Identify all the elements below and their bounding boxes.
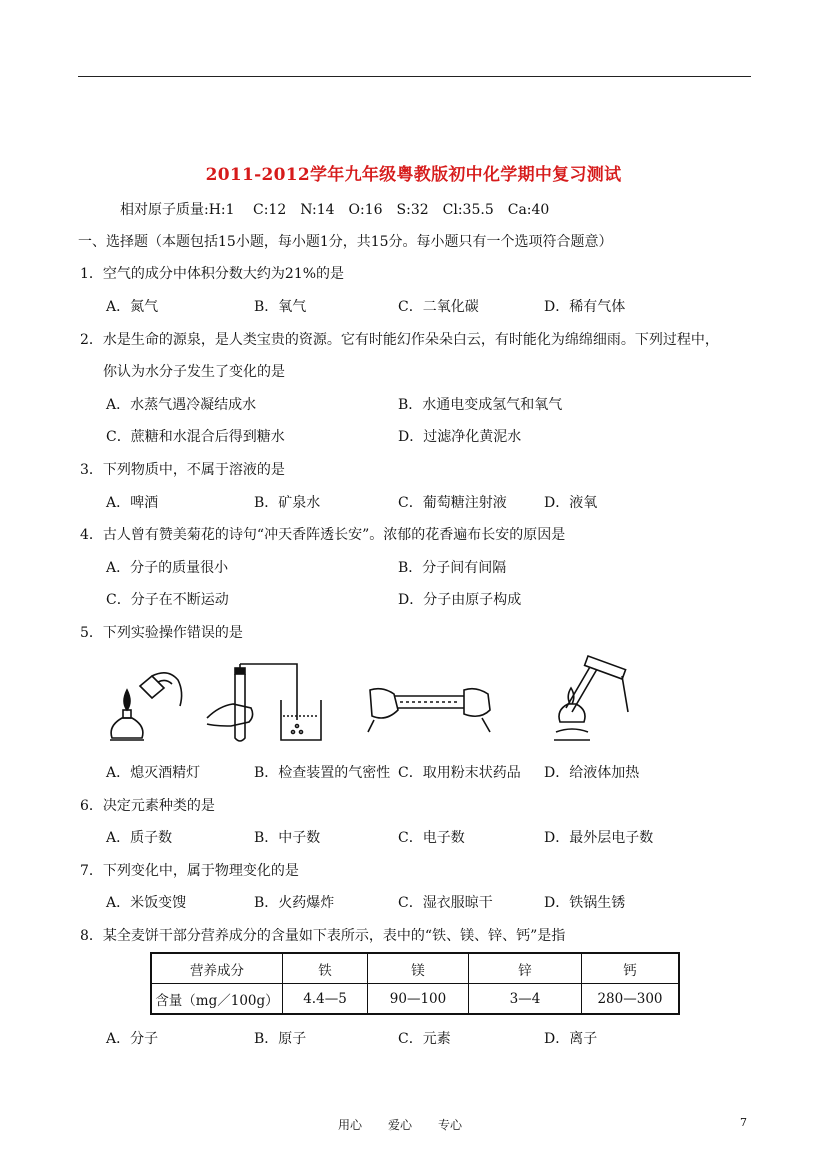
footer-text-1: 用心 xyxy=(338,1118,363,1132)
table-header-row xyxy=(151,953,679,984)
q8-option-b: B．原子 xyxy=(254,1031,307,1047)
q8-option-d: D．离子 xyxy=(544,1031,598,1047)
q4-option-a: A．分子的质量很小 xyxy=(106,560,229,576)
q4-option-b: B．分子间有间隔 xyxy=(398,560,507,576)
q2-option-a: A．水蒸气遇冷凝结成水 xyxy=(106,397,257,413)
figure-d-heating-liquid xyxy=(540,652,640,752)
question-7-stem: 7．下列变化中，属于物理变化的是 xyxy=(80,863,299,879)
question-6-stem: 6．决定元素种类的是 xyxy=(80,798,215,814)
q8-option-a: A．分子 xyxy=(106,1031,159,1047)
page-title: 2011-2012学年九年级粤教版初中化学期中复习测试 xyxy=(205,165,622,185)
question-5-stem: 5．下列实验操作错误的是 xyxy=(80,625,243,641)
table-cell: 280—300 xyxy=(582,984,680,1015)
table-row xyxy=(151,984,679,1015)
figure-c-powder-reagent xyxy=(360,680,500,740)
question-8-stem: 8．某全麦饼干部分营养成分的含量如下表所示，表中的“铁、镁、锌、钙”是指 xyxy=(80,928,566,944)
q6-option-a: A．质子数 xyxy=(106,830,173,846)
q7-option-b: B．火药爆炸 xyxy=(254,895,335,911)
header-rule xyxy=(78,76,751,77)
q3-option-b: B．矿泉水 xyxy=(254,495,321,511)
table-header-cell: 锌 xyxy=(469,953,582,984)
table-cell: 4.4—5 xyxy=(283,984,368,1015)
figure-b-airtightness xyxy=(205,660,335,750)
q5-option-a: A．熄灭酒精灯 xyxy=(106,765,201,781)
question-2-stem: 2．水是生命的源泉，是人类宝贵的资源。它有时能幻作朵朵白云，有时能化为绵绵细雨。下列过程中， xyxy=(80,332,719,348)
q2-option-c: C．蔗糖和水混合后得到糖水 xyxy=(106,429,285,445)
table-header-cell: 钙 xyxy=(582,953,680,984)
q4-option-d: D．分子由原子构成 xyxy=(398,592,522,608)
question-1-stem: 1．空气的成分中体积分数大约为21%的是 xyxy=(80,266,345,282)
q3-option-c: C．葡萄糖注射液 xyxy=(398,495,507,511)
footer-text-3: 专心 xyxy=(438,1118,463,1132)
table-header-cell: 铁 xyxy=(283,953,368,984)
nutrition-table xyxy=(150,952,680,1015)
footer-text-2: 爱心 xyxy=(388,1118,413,1132)
q7-option-a: A．米饭变馊 xyxy=(106,895,187,911)
table-header-cell: 营养成分 xyxy=(151,953,283,984)
q1-option-d: D．稀有气体 xyxy=(544,299,626,315)
question-4-stem: 4．古人曾有赞美菊花的诗句“冲天香阵透长安”。浓郁的花香遍布长安的原因是 xyxy=(80,527,566,543)
q5-option-c: C．取用粉末状药品 xyxy=(398,765,521,781)
q6-option-b: B．中子数 xyxy=(254,830,321,846)
q7-option-d: D．铁锅生锈 xyxy=(544,895,626,911)
q7-option-c: C．湿衣服晾干 xyxy=(398,895,493,911)
table-cell: 3—4 xyxy=(469,984,582,1015)
q6-option-d: D．最外层电子数 xyxy=(544,830,654,846)
q2-option-d: D．过滤净化黄泥水 xyxy=(398,429,522,445)
table-cell: 90—100 xyxy=(368,984,469,1015)
q3-option-d: D．液氧 xyxy=(544,495,598,511)
q1-option-b: B．氧气 xyxy=(254,299,307,315)
question-3-stem: 3．下列物质中，不属于溶液的是 xyxy=(80,462,285,478)
section-heading: 一、选择题（本题包括15小题，每小题1分，共15分。每小题只有一个选项符合题意） xyxy=(78,234,613,250)
q8-option-c: C．元素 xyxy=(398,1031,451,1047)
table-cell: 含量（mg／100g） xyxy=(151,984,283,1015)
q4-option-c: C．分子在不断运动 xyxy=(106,592,229,608)
figure-a-alcohol-lamp xyxy=(100,662,190,752)
q6-option-c: C．电子数 xyxy=(398,830,465,846)
table-header-cell: 镁 xyxy=(368,953,469,984)
q1-option-c: C．二氧化碳 xyxy=(398,299,479,315)
q1-option-a: A．氮气 xyxy=(106,299,159,315)
atomic-mass-line: 相对原子质量:H:1 C:12 N:14 O:16 S:32 Cl:35.5 Ca:40 xyxy=(120,202,550,218)
q5-option-d: D．给液体加热 xyxy=(544,765,640,781)
page-number: 7 xyxy=(740,1116,747,1129)
question-2-stem-cont: 你认为水分子发生了变化的是 xyxy=(103,364,285,380)
q5-option-b: B．检查装置的气密性 xyxy=(254,765,391,781)
q3-option-a: A．啤酒 xyxy=(106,495,159,511)
q2-option-b: B．水通电变成氢气和氧气 xyxy=(398,397,563,413)
